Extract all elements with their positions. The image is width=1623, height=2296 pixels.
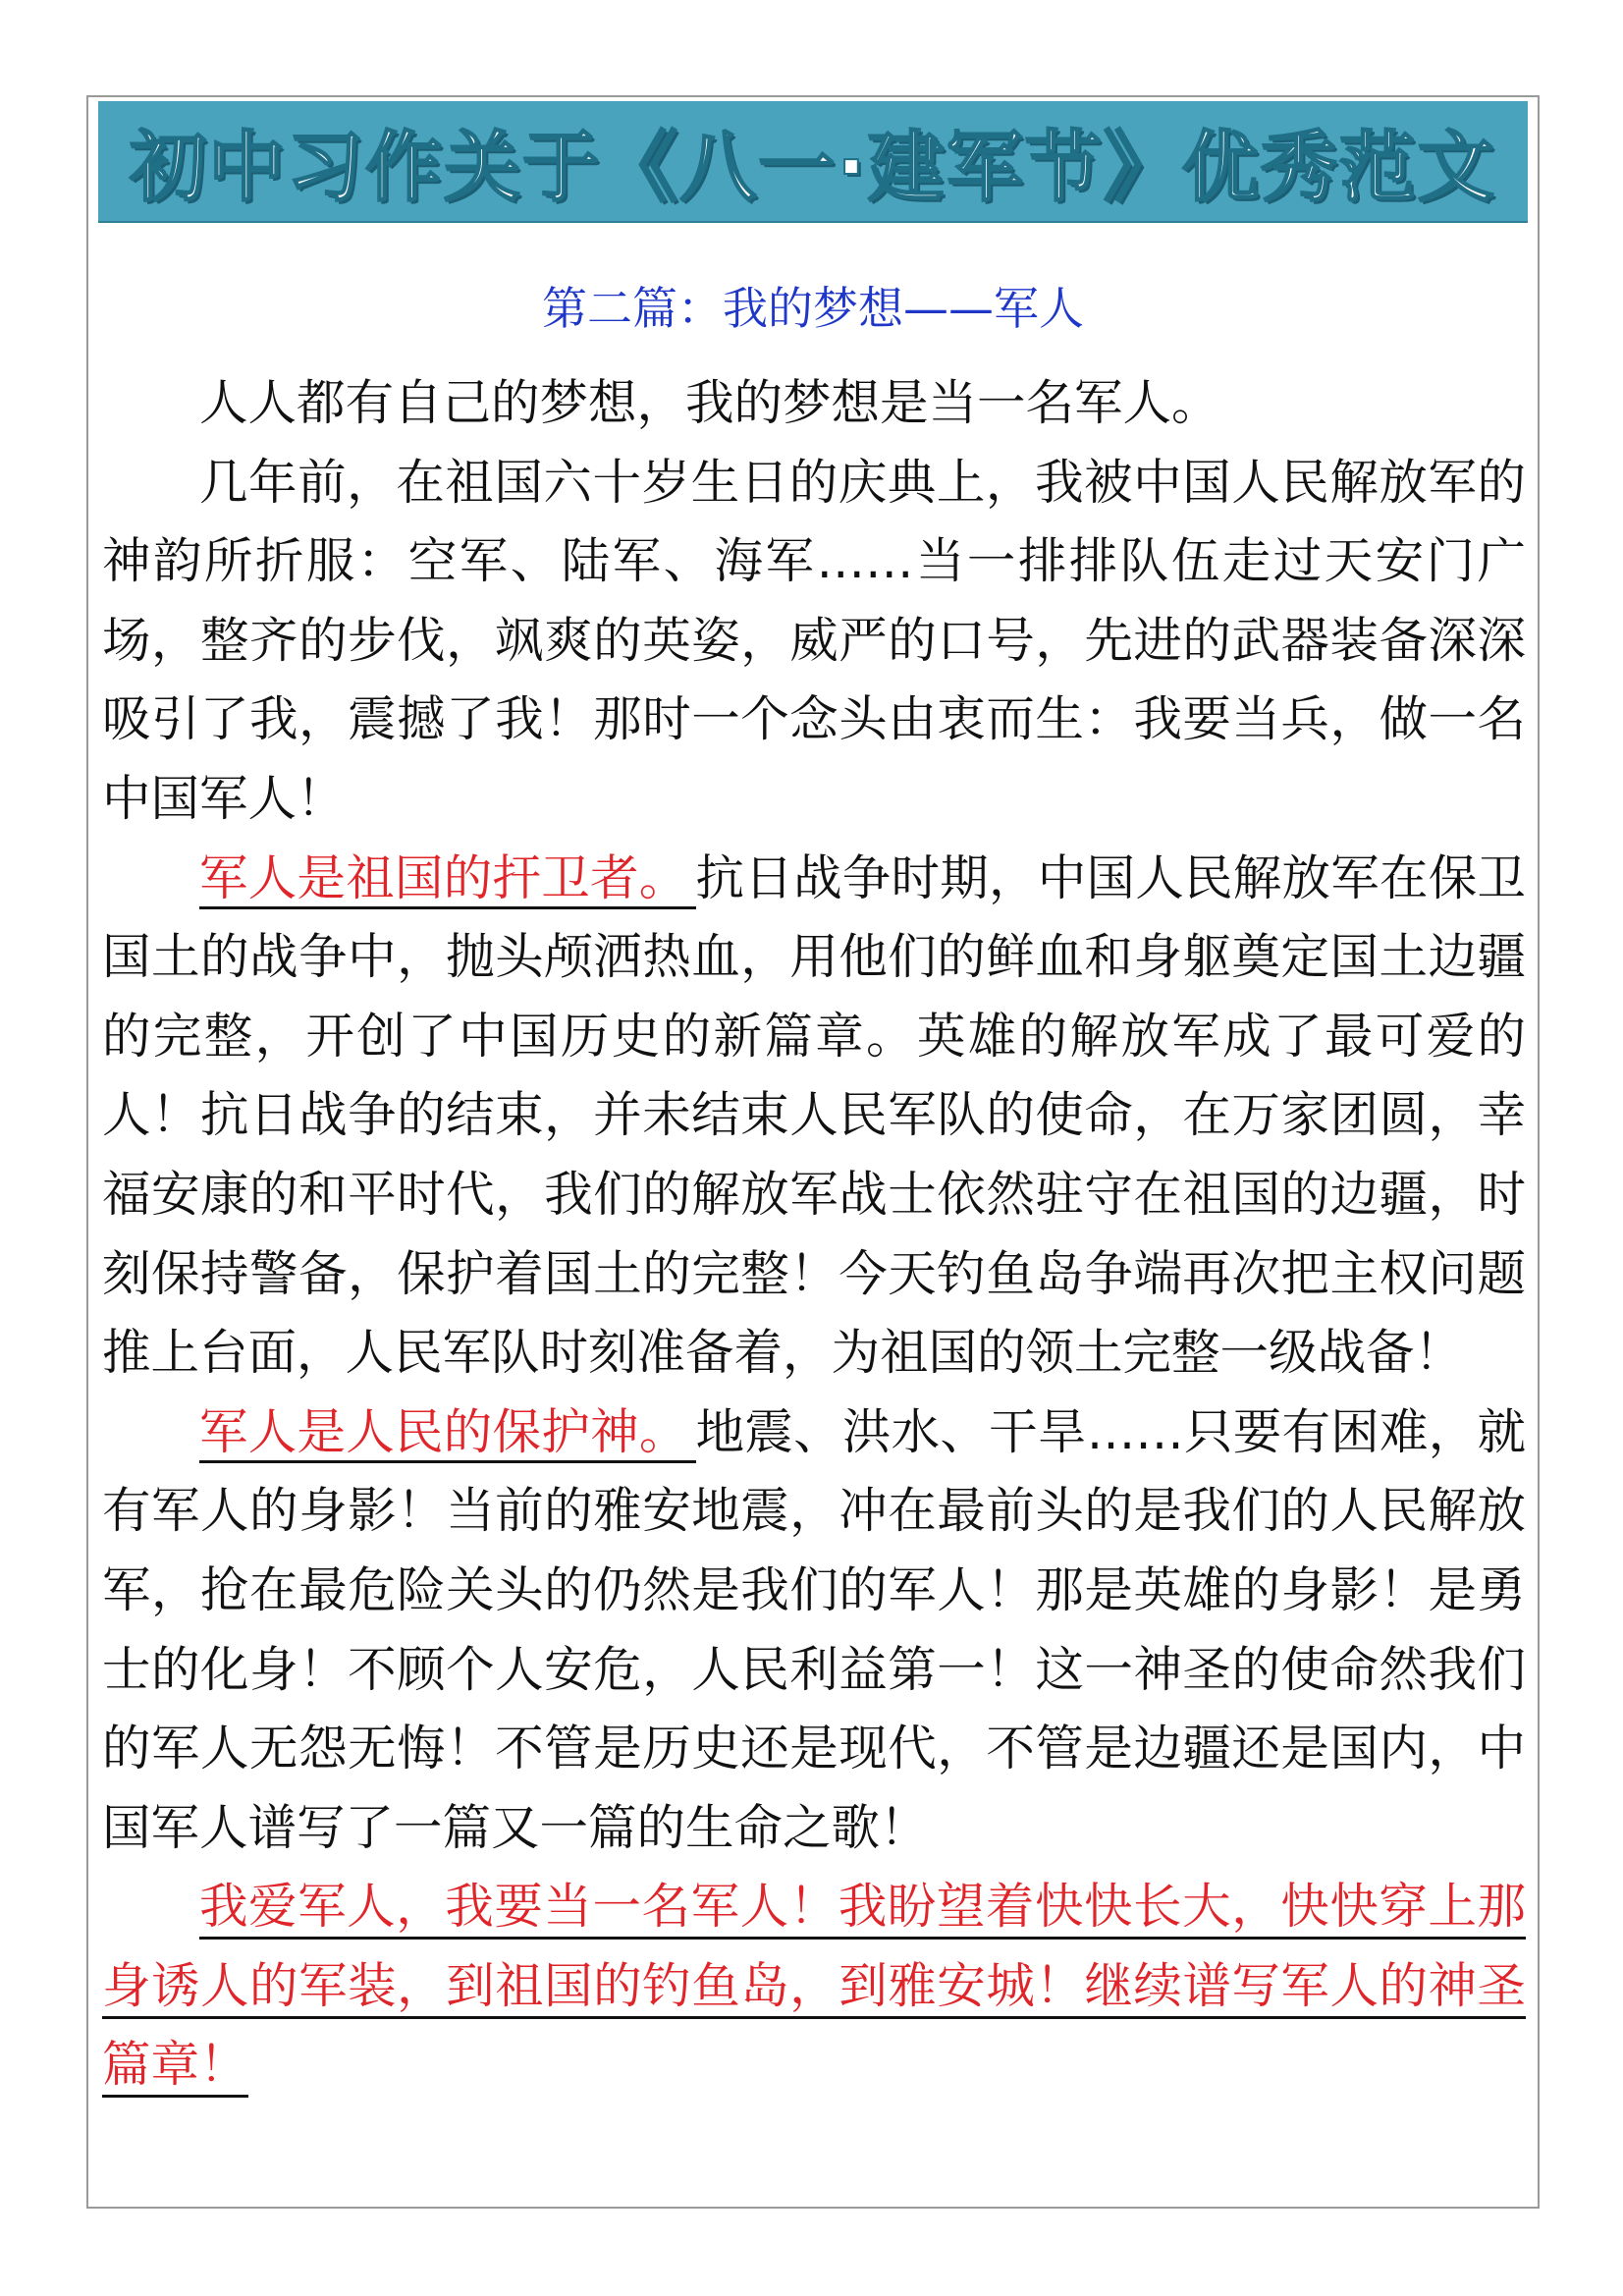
paragraph-closing	[102, 1867, 1526, 2105]
paragraph-text: 抗日战争时期，中国人民解放军在保卫国土的战争中，抛头颅洒热血，用他们的鲜血和身躯奠定国土边疆的完整，开创了中国历史的新篇章。英雄的解放军成了最可爱的人！抗日战争的结束，并未结束人民军队的使命，在万家团圆，幸福安康的和平时代，我们的解放军战士依然驻守在祖国的边疆，时刻保持警备，保护着国土的完整！今天钓鱼岛争端再次把主权问题推上台面，人民军队时刻准备着，为祖国的领土完整一级战备！	[102, 848, 1526, 1382]
paragraph-1	[102, 363, 1526, 443]
paragraph-text: 几年前，在祖国六十岁生日的庆典上，我被中国人民解放军的神韵所折服：空军、陆军、海军……当一排排队伍走过天安门广场，整齐的步伐，飒爽的英姿，威严的口号，先进的武器装备深深吸引了我，震撼了我！那时一个念头由衷而生：我要当兵，做一名中国军人！	[102, 453, 1526, 827]
paragraph-text: 人人都有自己的梦想，我的梦想是当一名军人。	[199, 374, 1220, 431]
highlight-sentence: 军人是人民的保护神。	[199, 1403, 696, 1463]
page-title: 初中习作关于《八一·建军节》优秀范文	[130, 124, 1496, 212]
article-subtitle: 第二篇：我的梦想——军人	[542, 282, 1084, 335]
closing-text: 我爱军人，我要当一名军人！我盼望着快快长大，快快穿上那身诱人的军装，到祖国的钓鱼岛，到雅安城！继续谱写军人的神圣篇章！	[102, 1878, 1526, 2098]
article-body	[102, 363, 1526, 2105]
title-banner	[98, 101, 1528, 223]
highlight-sentence: 军人是祖国的扞卫者。	[199, 849, 696, 909]
paragraph-3	[102, 839, 1526, 1393]
paragraph-4	[102, 1393, 1526, 1868]
paragraph-2	[102, 443, 1526, 839]
paragraph-text: 地震、洪水、干旱……只要有困难，就有军人的身影！当前的雅安地震，冲在最前头的是我们的人民解放军，抢在最危险关头的仍然是我们的军人！那是英雄的身影！是勇士的化身！不顾个人安危，人民利益第一！这一神圣的使命然我们的军人无怨无悔！不管是历史还是现代，不管是边疆还是国内，中国军人谱写了一篇又一篇的生命之歌！	[102, 1402, 1527, 1856]
